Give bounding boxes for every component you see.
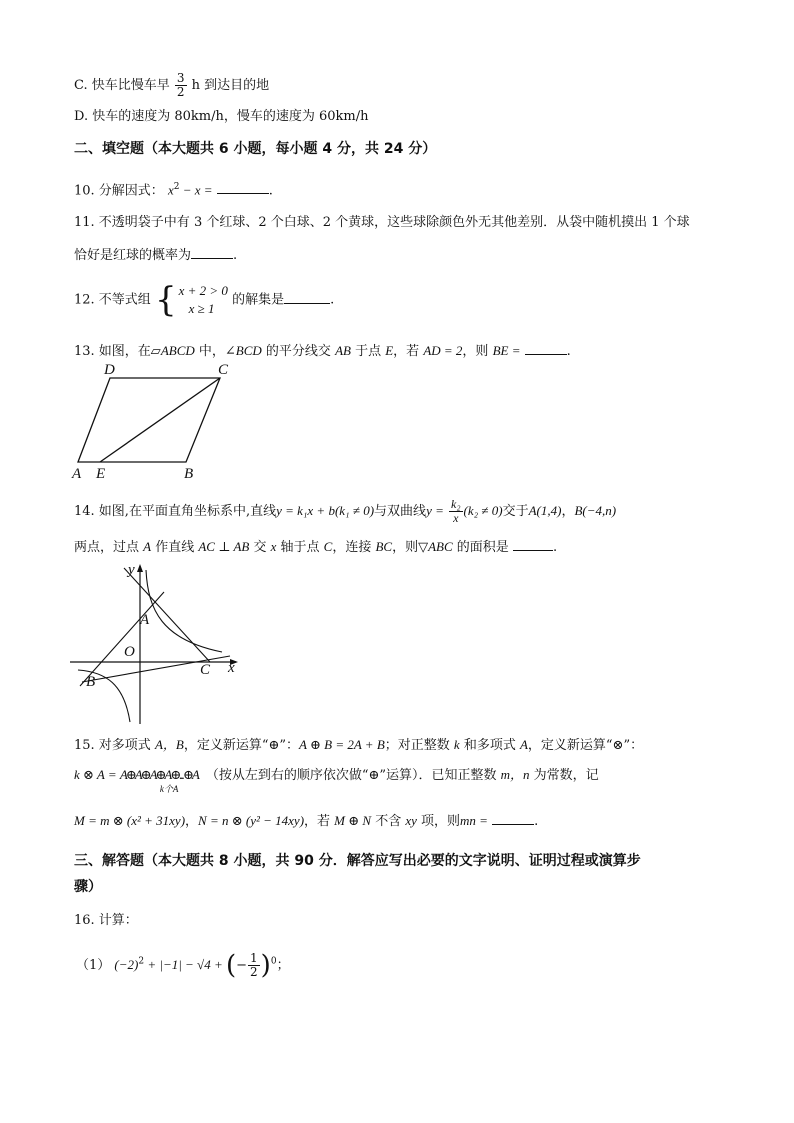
option-c-suffix: h 到达目的地 [191, 78, 270, 93]
q15-l2-mn: m，n [500, 767, 530, 782]
q14-l2-d: 轴于点 [276, 540, 324, 555]
q14-mid2: 交于 [502, 504, 529, 519]
q13-tail: . [566, 344, 571, 359]
q15-garbled-expression [119, 766, 198, 794]
q16-expr-sup: 2 [138, 956, 145, 967]
q15-l1-a: 15. 对多项式 [74, 738, 155, 753]
answer-blank[interactable] [284, 289, 330, 304]
question-11-line2 [74, 244, 237, 265]
section3-title-line1: 三、解答题（本大题共 8 小题，共 90 分．解答应写出必要的文字说明、证明过程或演算步 [74, 853, 641, 869]
q15-l1-b: ，定义新运算“⊕”： [183, 738, 300, 753]
q16-expr-b: + |−1| − √4 + [144, 957, 226, 972]
question-16-part1: （1） $(-2)^2 + |-1| - √4$ + (− $\frac{1}{2}$ )$^0$； [76, 950, 290, 981]
q15-l3-b: ，若 [304, 814, 335, 829]
q10-exp: 2 [173, 182, 180, 192]
q15-l1-A: A [519, 737, 528, 752]
question-14-line1 [74, 498, 616, 525]
frac-denominator: 2 [250, 965, 258, 979]
q10-expr: − x = [179, 182, 213, 198]
section2-title: 二、填空题（本大题共 6 小题，每小题 4 分，共 24 分） [74, 141, 437, 157]
q14-l2-abc: ABC [428, 539, 453, 554]
question-10 [74, 178, 273, 200]
label-y: y [128, 562, 135, 578]
q11-tail: . [233, 248, 238, 263]
y-axis-arrow-icon [137, 564, 143, 572]
label-B: B [86, 674, 96, 690]
coordinate-figure [66, 560, 246, 730]
q15-l3-MN: M ⊕ N [334, 813, 372, 828]
q14-hyperbola-left: y = [426, 503, 444, 518]
answer-blank[interactable] [191, 244, 233, 259]
q16-tail: ； [276, 958, 290, 973]
q10-var: x [167, 182, 174, 198]
q14-l2-A: A [143, 539, 152, 554]
question-15-line2 [74, 766, 599, 794]
q14-hyperbola-fraction [449, 498, 463, 525]
q16-part-label: （1） [76, 958, 111, 973]
label-A: A [72, 466, 82, 482]
q13-ab: AB [335, 343, 351, 358]
frac-denominator: 2 [176, 85, 185, 99]
q13-e: E [385, 343, 394, 358]
answer-blank[interactable] [492, 810, 534, 825]
label-B: B [184, 466, 194, 482]
question-15-line3 [74, 810, 538, 831]
q13-be: BE = [492, 343, 521, 358]
q14-l2-x: x [270, 539, 277, 554]
question-15-line1 [74, 736, 643, 755]
q15-garbled-text: A⊕A⊕A⊕A⊕...⊕A [119, 767, 198, 782]
q15-l1-k: k [453, 737, 460, 752]
right-paren-icon: ) [260, 950, 271, 981]
q14-l2-c: 交 [249, 540, 271, 555]
question-12 [74, 282, 334, 318]
q14-l2-g: 的面积是 [452, 540, 509, 555]
q14-prefix: 14. 如图,在平面直角坐标系中,直线 [74, 504, 277, 519]
bisector-line [100, 378, 220, 462]
q12-tail: . [330, 292, 335, 308]
label-C: C [200, 662, 211, 678]
q16-expr-a: (−2) [114, 957, 139, 972]
q13-mid3: 于点 [350, 344, 386, 359]
answer-blank[interactable] [525, 340, 567, 355]
left-paren-icon: ( [225, 950, 237, 981]
q14-l2-f: ，则▽ [392, 540, 429, 555]
q16-zero-exp: 0 [270, 956, 277, 967]
q14-cond2: (k₂ ≠ 0) [463, 503, 503, 518]
inequality-row-1: x + 2 > 0 [178, 283, 228, 298]
q15-underbrace-label: k个A [159, 784, 179, 794]
q14-l2-b: 作直线 [151, 540, 199, 555]
label-D: D [104, 362, 115, 378]
q14-tail: . [552, 540, 558, 555]
question-14-line2 [74, 536, 557, 557]
q15-l3-d: 项，则 [416, 814, 461, 829]
answer-blank[interactable] [513, 536, 553, 551]
q14-point-b: B(−4,n) [574, 503, 617, 518]
inequality-system [155, 282, 228, 318]
brace-icon: { [154, 280, 177, 320]
q15-tail: . [534, 814, 539, 829]
q15-l3-M: M = m ⊗ (x² + 31xy) [74, 813, 186, 828]
q14-l2-ac: AC ⊥ AB [198, 539, 250, 554]
q15-l2-def: k ⊗ A = [74, 767, 120, 782]
option-c-prefix: C. 快车比慢车早 [74, 78, 170, 93]
q13-mid4: ，若 [393, 344, 424, 359]
q15-l1-e: ，定义新运算“⊗”： [527, 738, 644, 753]
q12-prefix: 12. 不等式组 [74, 292, 151, 308]
q14-l2-C: C [323, 539, 333, 554]
question-13 [74, 340, 571, 361]
q15-l3-c: 不含 [371, 814, 406, 829]
question-16-title: 16. 计算： [74, 913, 138, 928]
q14-l2-a: 两点，过点 [74, 540, 144, 555]
q14-sep: ， [561, 504, 575, 519]
hyperbola-branch-1 [146, 570, 222, 652]
section3-title-line2: 骤） [74, 879, 102, 895]
q15-l3-mn: mn = [460, 813, 488, 828]
label-E: E [96, 466, 106, 482]
q14-mid: 与双曲线 [374, 504, 427, 519]
q13-bcd: BCD [235, 343, 262, 358]
q13-abcd: ABCD [160, 343, 195, 358]
frac-denominator: x [453, 511, 459, 525]
label-A: A [140, 612, 150, 628]
frac-numerator: 3 [176, 71, 185, 85]
frac-numerator: k₂ [451, 497, 461, 511]
answer-blank[interactable] [217, 179, 269, 194]
option-d: D. 快车的速度为 80km/h，慢车的速度为 60km/h [74, 109, 369, 124]
q13-mid2: 的平分线交 [261, 344, 336, 359]
q15-l3-xy: xy [405, 813, 417, 828]
q14-line-eq: y = k₁x + b [276, 503, 335, 518]
q14-l2-bc: BC [375, 539, 393, 554]
q15-l1-d: 和多项式 [459, 738, 520, 753]
q13-ad: AD = 2 [423, 343, 463, 358]
q14-cond1: (k₁ ≠ 0) [334, 503, 375, 518]
q15-l1-def: A ⊕ B = 2A + B [299, 737, 385, 752]
q15-l2-b: （按从左到右的顺序依次做“⊕”运算）．已知正整数 [205, 768, 501, 783]
line-ac [124, 568, 210, 662]
option-c-fraction [175, 72, 187, 99]
label-x: x [228, 660, 235, 676]
inequality-row-2: x ≥ 1 [188, 301, 215, 316]
q12-suffix: 的解集是 [232, 292, 285, 308]
q13-prefix: 13. 如图，在▱ [74, 344, 161, 359]
label-O: O [124, 644, 135, 660]
q15-l3-sep: ， [185, 814, 199, 829]
parallelogram-figure [70, 362, 260, 484]
q14-l2-e: ，连接 [332, 540, 376, 555]
q15-l2-c: 为常数，记 [529, 768, 599, 783]
frac-numerator: 1 [250, 951, 258, 965]
q14-point-a: A(1,4) [528, 503, 562, 518]
q13-mid1: 中，∠ [194, 344, 236, 359]
q11-text: 恰好是红球的概率为 [74, 248, 192, 263]
label-C: C [218, 362, 229, 378]
q15-l1-AB: A，B [154, 737, 184, 752]
q13-mid5: ，则 [462, 344, 493, 359]
q15-l1-c: ；对正整数 [384, 738, 454, 753]
parallelogram-shape [78, 378, 220, 462]
q10-text: 10. 分解因式： [74, 183, 164, 199]
q16-fraction [248, 952, 260, 979]
q15-l3-N: N = n ⊗ (y² − 14xy) [198, 813, 305, 828]
q10-tail: . [268, 183, 273, 199]
option-c [74, 72, 269, 99]
question-11-line1: 11. 不透明袋子中有 3 个红球、2 个白球、2 个黄球，这些球除颜色外无其他差别．从袋中随机摸出 1 个球 [74, 215, 690, 230]
